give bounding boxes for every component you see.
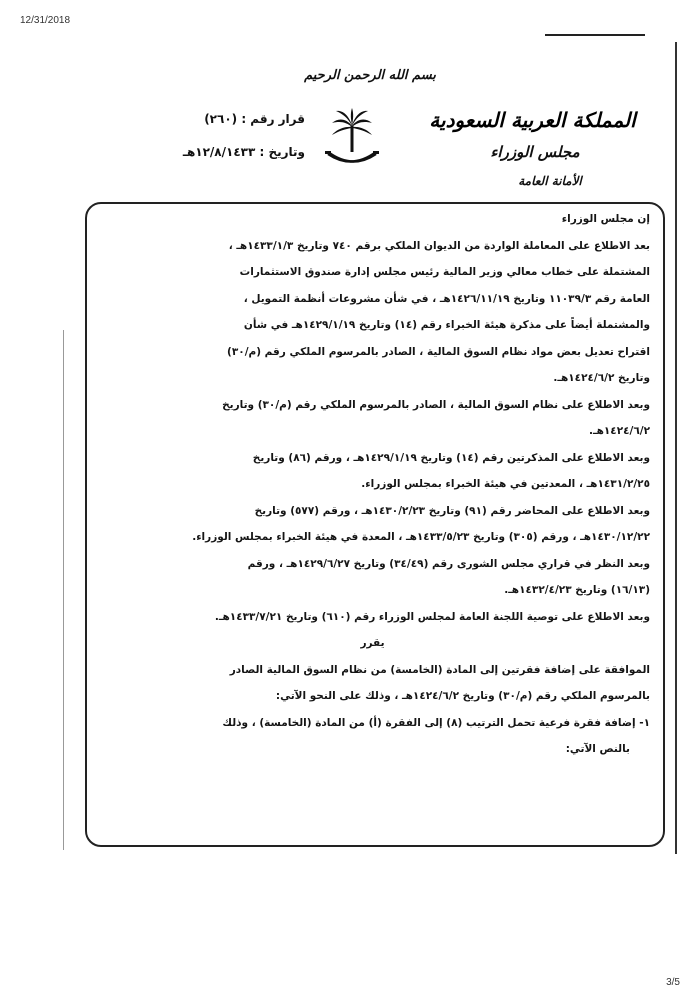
decides-heading: يقرر bbox=[360, 637, 385, 649]
scanned-page bbox=[60, 30, 680, 860]
scan-right-edge bbox=[675, 42, 677, 854]
text-line: بعد الاطلاع على المعاملة الواردة من الديوان الملكي برقم ٧٤٠ وتاريخ ١٤٣٣/١/٣هـ ، bbox=[228, 239, 650, 252]
basmala: بسم الله الرحمن الرحيم bbox=[304, 68, 436, 83]
text-line: ١٤٣٠/١٢/٢٢هـ ، ورقم (٣٠٥) وتاريخ ١٤٣٣/٥/٢٣هـ ، المعدة في هيئة الخبراء بمجلس الوزراء. bbox=[192, 531, 650, 543]
text-line: العامة رقم ١١٠٣٩/٣ وتاريخ ١٤٢٦/١١/١٩هـ ، في شأن مشروعات أنظمة التمويل ، bbox=[243, 292, 650, 305]
text-line: اقتراح تعديل بعض مواد نظام السوق المالية ، الصادر بالمرسوم الملكي رقم (م/٣٠) bbox=[227, 345, 650, 358]
text-line: وبعد الاطلاع على توصية اللجنة العامة لمجلس الوزراء رقم (٦١٠) وتاريخ ١٤٣٣/٧/٢١هـ. bbox=[214, 610, 650, 623]
scan-left-edge bbox=[63, 330, 64, 850]
page-number: 3/5 bbox=[666, 977, 680, 988]
text-line: والمشتملة أيضاً على مذكرة هيئة الخبراء رقم (١٤) وتاريخ ١٤٢٩/١/١٩هـ في شأن bbox=[243, 319, 650, 331]
decree-date: وتاريخ : ١٢/٨/١٤٣٣هـ bbox=[182, 145, 305, 159]
text-line: وبعد الاطلاع على نظام السوق المالية ، الصادر بالمرسوم الملكي رقم (م/٣٠) وتاريخ bbox=[222, 398, 650, 411]
council-name: مجلس الوزراء bbox=[490, 143, 580, 161]
text-line: وتاريخ ١٤٢٤/٦/٢هـ. bbox=[553, 372, 650, 384]
text-line: الموافقة على إضافة فقرتين إلى المادة (الخامسة) من نظام السوق المالية الصادر bbox=[229, 663, 650, 676]
text-line: بالمرسوم الملكي رقم (م/٣٠) وتاريخ ١٤٢٤/٦/٢هـ ، وذلك على النحو الآتي: bbox=[275, 690, 650, 702]
decree-body bbox=[95, 206, 650, 763]
text-line: ١٤٣١/٢/٢٥هـ ، المعدتين في هيئة الخبراء بمجلس الوزراء. bbox=[361, 478, 650, 490]
text-line: المشتملة على خطاب معالي وزير المالية رئيس مجلس إدارة صندوق الاستثمارات bbox=[239, 266, 650, 278]
opening-line: إن مجلس الوزراء bbox=[561, 213, 650, 225]
text-line: ١٤٢٤/٦/٢هـ. bbox=[589, 425, 650, 437]
text-line: (١٦/١٣) وتاريخ ١٤٣٢/٤/٢٣هـ. bbox=[504, 584, 650, 596]
print-date: 12/31/2018 bbox=[20, 15, 71, 26]
secretariat-name: الأمانة العامة bbox=[518, 174, 582, 188]
text-line: وبعد الاطلاع على المحاضر رقم (٩١) وتاريخ ١٤٣٠/٢/٢٣هـ ، ورقم (٥٧٧) وتاريخ bbox=[254, 504, 650, 517]
text-line: وبعد النظر في قراري مجلس الشورى رقم (٣٤/٤٩) وتاريخ ١٤٢٩/٦/٢٧هـ ، ورقم bbox=[247, 557, 650, 570]
scan-top-line bbox=[545, 34, 645, 36]
kingdom-name: المملكة العربية السعودية bbox=[429, 108, 636, 132]
text-line: وبعد الاطلاع على المذكرتين رقم (١٤) وتاريخ ١٤٢٩/١/١٩هـ ، ورقم (٨٦) وتاريخ bbox=[252, 451, 650, 464]
decree-number: قرار رقم : (٢٦٠) bbox=[204, 112, 305, 126]
text-line: بالنص الآتي: bbox=[565, 743, 630, 755]
saudi-palm-and-swords-icon bbox=[322, 108, 382, 170]
text-line: ١- إضافة فقرة فرعية تحمل الترتيب (٨) إلى الفقرة (أ) من المادة (الخامسة) ، وذلك bbox=[222, 716, 650, 729]
